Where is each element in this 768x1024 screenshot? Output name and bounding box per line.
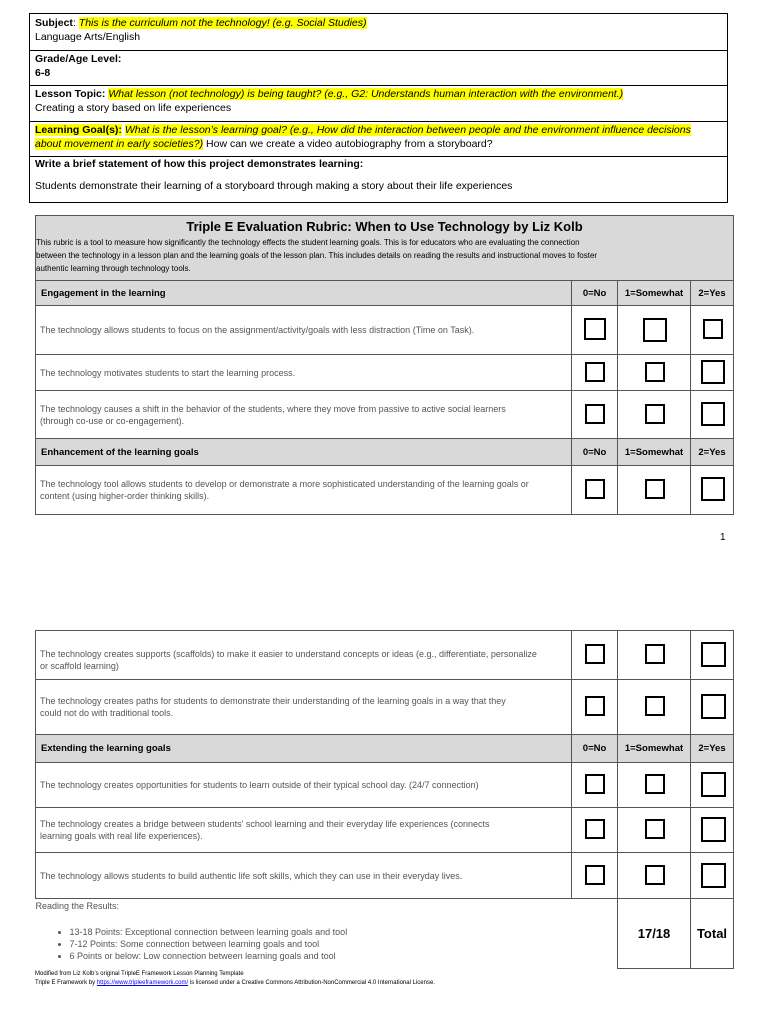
checkbox-cell [618, 808, 691, 853]
checkbox-no[interactable] [585, 479, 605, 499]
col-somewhat: 1=Somewhat [618, 281, 691, 306]
enhancement-header-row [36, 439, 734, 466]
checkbox-yes[interactable] [701, 642, 726, 667]
subject-row: Subject: This is the curriculum not the technology! (e.g. Social Studies) Language Arts/English [30, 14, 727, 51]
table-row [36, 466, 734, 515]
statement-row [30, 156, 727, 202]
criterion-text: The technology creates opportunities for students to learn outside of their typical school day. (24/7 connection) [36, 763, 572, 808]
checkbox-yes[interactable] [701, 477, 725, 501]
checkbox-somewhat[interactable] [643, 318, 667, 342]
checkbox-cell [572, 355, 618, 391]
checkbox-cell [691, 306, 734, 355]
engagement-header: Engagement in the learning [36, 281, 572, 306]
statement-value: Students demonstrate their learning of a storyboard through making a story about their life experiences [35, 180, 513, 192]
checkbox-cell [691, 355, 734, 391]
col-yes: 2=Yes [691, 281, 734, 306]
checkbox-cell [691, 631, 734, 680]
goal-label: Learning Goal(s): [35, 124, 122, 136]
checkbox-cell [572, 808, 618, 853]
checkbox-cell [572, 391, 618, 439]
rubric-header [35, 215, 734, 281]
goal-row [30, 121, 727, 157]
criterion-text: The technology allows students to build authentic life soft skills, which they can use in their everyday lives. [36, 853, 572, 899]
col-somewhat: 1=Somewhat [618, 439, 691, 466]
engagement-header-row [36, 281, 734, 306]
checkbox-somewhat[interactable] [645, 774, 665, 794]
checkbox-somewhat[interactable] [645, 479, 665, 499]
criterion-text-line: The technology causes a shift in the behavior of the students, where they move from passive to active social learners [40, 403, 506, 414]
col-yes: 2=Yes [691, 735, 734, 763]
checkbox-somewhat[interactable] [645, 696, 665, 716]
criterion-text-line: learning goals with real life experiences). [40, 831, 203, 841]
col-yes: 2=Yes [691, 439, 734, 466]
criterion-text-line: (through co-use or co-engagement). [40, 415, 185, 426]
criterion-text [36, 391, 572, 439]
checkbox-cell [618, 355, 691, 391]
table-row [36, 763, 734, 808]
checkbox-cell [572, 631, 618, 680]
checkbox-yes[interactable] [701, 817, 726, 842]
table-row [36, 680, 734, 735]
checkbox-no[interactable] [585, 819, 605, 839]
checkbox-cell [618, 466, 691, 515]
checkbox-yes[interactable] [701, 360, 725, 384]
footer-line-2 [35, 979, 734, 988]
results-row [36, 899, 734, 969]
checkbox-no[interactable] [585, 696, 605, 716]
checkbox-no[interactable] [584, 318, 606, 340]
checkbox-cell [618, 631, 691, 680]
checkbox-cell [618, 391, 691, 439]
goal-prompt-1: What is the lesson’s learning goal? (e.g., How did the interaction between people and the environment influence decisions [124, 124, 691, 136]
col-no: 0=No [572, 281, 618, 306]
checkbox-no[interactable] [585, 362, 605, 382]
criterion-text-line: or scaffold learning) [40, 661, 119, 671]
lesson-info-box [29, 13, 728, 203]
checkbox-cell [691, 808, 734, 853]
checkbox-cell [618, 680, 691, 735]
list-item: • 7-12 Points: Some connection between learning goals and tool [70, 938, 618, 950]
checkbox-yes[interactable] [701, 694, 726, 719]
reading-title: Reading the Results: [35, 901, 120, 911]
table-row [36, 631, 734, 680]
checkbox-somewhat[interactable] [645, 362, 665, 382]
criterion-text [36, 466, 572, 515]
table-row [36, 808, 734, 853]
checkbox-cell [572, 306, 618, 355]
table-row [36, 306, 734, 355]
criterion-text-line: The technology tool allows students to develop or demonstrate a more sophisticated understanding of the learning goals or [40, 479, 529, 489]
checkbox-no[interactable] [585, 644, 605, 664]
reading-list [36, 926, 618, 962]
col-no: 0=No [572, 735, 618, 763]
subject-value: Language Arts/English [35, 31, 141, 43]
footer-line-1: Modified from Liz Kolb’s original TripleE Framework Lesson Planning Template [35, 971, 244, 977]
table-row [36, 391, 734, 439]
criterion-text-line: The technology creates a bridge between students' school learning and their everyday life experiences (connects [40, 819, 490, 829]
col-somewhat: 1=Somewhat [618, 735, 691, 763]
checkbox-cell [691, 391, 734, 439]
checkbox-cell [572, 680, 618, 735]
rubric-intro-3: authentic learning through technology tools. [36, 264, 191, 273]
grade-label: Grade/Age Level: [35, 53, 122, 65]
checkbox-no[interactable] [585, 404, 605, 424]
checkbox-somewhat[interactable] [645, 865, 665, 885]
subject-prompt: This is the curriculum not the technology! (e.g. Social Studies) [78, 17, 367, 29]
total-label: Total [691, 899, 734, 969]
checkbox-somewhat[interactable] [645, 404, 665, 424]
checkbox-somewhat[interactable] [645, 819, 665, 839]
criterion-text-line: content (using higher-order thinking skills). [40, 491, 210, 501]
rubric-intro-1: This rubric is a tool to measure how significantly the technology effects the student learning goals. This is for educators who are evaluating the connection [36, 238, 580, 247]
table-row [36, 853, 734, 899]
topic-prompt: What lesson (not technology) is being taught? (e.g., G2: Understands human interaction with the environment.) [108, 88, 624, 100]
topic-label: Lesson Topic: [35, 88, 106, 100]
criterion-text-line: The technology creates paths for students to demonstrate their understanding of the learning goals in a way that they [40, 696, 506, 706]
criterion-text [36, 808, 572, 853]
page-number: 1 [720, 532, 726, 543]
checkbox-cell [572, 853, 618, 899]
rubric-table-page1 [35, 280, 734, 515]
list-item: • 13-18 Points: Exceptional connection between learning goals and tool [70, 926, 618, 938]
subject-label: Subject [35, 17, 73, 29]
criterion-text-line: The technology creates supports (scaffolds) to make it easier to understand concepts or ideas (e.g., differentiate, personalize [40, 649, 537, 659]
checkbox-yes[interactable] [701, 772, 726, 797]
table-row [36, 355, 734, 391]
checkbox-cell [691, 853, 734, 899]
reading-results [36, 899, 618, 969]
checkbox-cell [691, 466, 734, 515]
statement-label: Write a brief statement of how this project demonstrates learning: [35, 158, 364, 170]
checkbox-cell [618, 306, 691, 355]
footer-link[interactable]: https://www.tripleeframework.com/ [96, 980, 189, 986]
extending-header-row [36, 735, 734, 763]
rubric-title: Triple E Evaluation Rubric: When to Use Technology by Liz Kolb [186, 219, 583, 234]
checkbox-no[interactable] [585, 774, 605, 794]
checkbox-cell [572, 466, 618, 515]
topic-row [30, 85, 727, 122]
checkbox-cell [691, 680, 734, 735]
checkbox-yes[interactable] [703, 319, 723, 339]
list-item: • 6 Points or below: Low connection between learning goals and tool [70, 950, 618, 962]
criterion-text [36, 631, 572, 680]
criterion-text-line: could not do with traditional tools. [40, 708, 174, 718]
goal-prompt-2: about movement in early societies?) [35, 138, 204, 150]
footer [35, 970, 734, 988]
checkbox-yes[interactable] [701, 863, 726, 888]
checkbox-cell [572, 763, 618, 808]
footer-text-a: Triple E Framework by [35, 980, 97, 986]
col-no: 0=No [572, 439, 618, 466]
grade-value: 6-8 [35, 67, 51, 79]
criterion-text [36, 680, 572, 735]
checkbox-cell [691, 763, 734, 808]
checkbox-yes[interactable] [701, 402, 725, 426]
checkbox-cell [618, 763, 691, 808]
rubric-table-page2 [35, 630, 734, 969]
score-value: 17/18 [618, 899, 691, 969]
footer-text-b: is licensed under a Creative Commons Attribution-NonCommercial 4.0 International License. [188, 980, 435, 986]
checkbox-somewhat[interactable] [645, 644, 665, 664]
criterion-text: The technology motivates students to start the learning process. [36, 355, 572, 391]
checkbox-cell [618, 853, 691, 899]
grade-row [30, 50, 727, 86]
topic-value: Creating a story based on life experiences [35, 102, 232, 114]
goal-value: How can we create a video autobiography from a storyboard? [206, 138, 493, 150]
rubric-intro-2: between the technology in a lesson plan and the learning goals of the lesson plan. This includes details on reading the results and instructional moves to foster [36, 251, 598, 260]
extending-header: Extending the learning goals [36, 735, 572, 763]
checkbox-no[interactable] [585, 865, 605, 885]
enhancement-header: Enhancement of the learning goals [36, 439, 572, 466]
criterion-text: The technology allows students to focus on the assignment/activity/goals with less distraction (Time on Task). [36, 306, 572, 355]
